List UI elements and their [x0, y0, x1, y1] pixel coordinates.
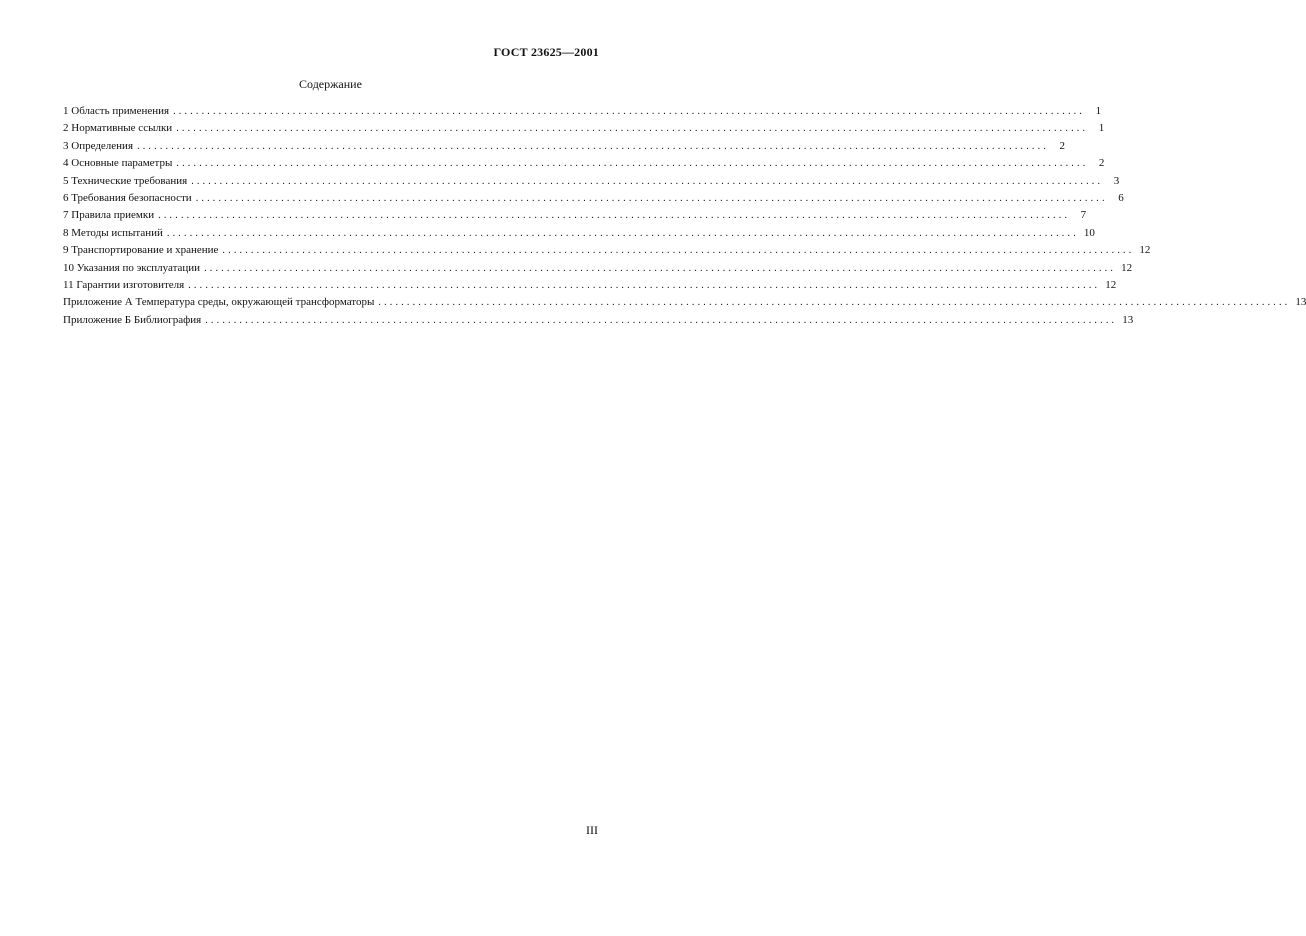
toc-leader-dots: ................................................................................................................................................................	[176, 158, 1089, 170]
toc-leader-dots: ................................................................................................................................................................	[195, 192, 1108, 204]
toc-leader-dots: ................................................................................................................................................................	[204, 262, 1117, 274]
toc-entry-title: Приложение Б Библиография	[63, 313, 202, 326]
toc-leader-dots: ................................................................................................................................................................	[222, 245, 1135, 257]
toc-entry-page: 2	[1059, 139, 1066, 152]
toc-entry[interactable]	[63, 190, 1124, 207]
toc-entry-page: 6	[1118, 191, 1124, 204]
toc-title: Содержание	[299, 77, 362, 91]
table-of-contents	[63, 103, 1306, 329]
toc-entry[interactable]	[63, 138, 1066, 155]
page-number: III	[586, 823, 598, 837]
toc-entry-title: 4 Основные параметры	[63, 157, 173, 170]
toc-entry[interactable]	[63, 173, 1120, 190]
toc-entry-title: 11 Гарантии изготовителя	[63, 278, 185, 291]
toc-entry[interactable]	[63, 120, 1105, 137]
toc-entry-page: 12	[1105, 278, 1117, 291]
toc-entry-title: 6 Требования безопасности	[63, 191, 192, 204]
toc-leader-dots: ................................................................................................................................................................	[176, 123, 1089, 135]
toc-entry-page: 12	[1139, 244, 1151, 257]
toc-entry[interactable]	[63, 242, 1151, 259]
toc-entry-page: 12	[1121, 261, 1133, 274]
document-id: ГОСТ 23625—2001	[493, 45, 599, 59]
toc-entry-title: 5 Технические требования	[63, 174, 188, 187]
toc-entry[interactable]	[63, 155, 1105, 172]
toc-entry-title: 8 Методы испытаний	[63, 226, 163, 239]
toc-entry[interactable]	[63, 277, 1117, 294]
toc-entry-page: 1	[1098, 122, 1105, 135]
toc-leader-dots: ................................................................................................................................................................	[378, 297, 1291, 309]
toc-entry-page: 10	[1083, 226, 1095, 239]
toc-leader-dots: ................................................................................................................................................................	[173, 106, 1086, 117]
toc-entry-page: 3	[1113, 174, 1120, 187]
toc-leader-dots: ................................................................................................................................................................	[166, 227, 1079, 239]
toc-entry-title: 2 Нормативные ссылки	[63, 122, 173, 135]
toc-entry-page: 7	[1080, 209, 1087, 222]
toc-entry[interactable]	[63, 260, 1133, 277]
toc-entry-title: 10 Указания по эксплуатации	[63, 261, 201, 274]
toc-entry[interactable]	[63, 294, 1306, 311]
toc-entry-page: 2	[1098, 157, 1105, 170]
toc-entry-page: 13	[1122, 313, 1134, 326]
toc-entry-page: 1	[1095, 105, 1102, 117]
toc-leader-dots: ................................................................................................................................................................	[191, 175, 1104, 187]
toc-entry-title: 1 Область применения	[63, 105, 170, 117]
toc-entry-title: Приложение А Температура среды, окружающей трансформаторы	[63, 296, 375, 309]
toc-entry-title: 3 Определения	[63, 139, 134, 152]
toc-leader-dots: ................................................................................................................................................................	[158, 210, 1071, 222]
toc-entry-title: 9 Транспортирование и хранение	[63, 244, 219, 257]
toc-entry-title: 7 Правила приемки	[63, 209, 155, 222]
toc-entry[interactable]	[63, 312, 1134, 329]
toc-leader-dots: ................................................................................................................................................................	[205, 314, 1118, 326]
toc-entry[interactable]	[63, 225, 1095, 242]
toc-entry[interactable]	[63, 207, 1087, 224]
toc-leader-dots: ................................................................................................................................................................	[137, 140, 1050, 152]
toc-entry[interactable]	[63, 103, 1102, 120]
toc-entry-page: 13	[1295, 296, 1306, 309]
toc-leader-dots: ................................................................................................................................................................	[188, 279, 1101, 291]
